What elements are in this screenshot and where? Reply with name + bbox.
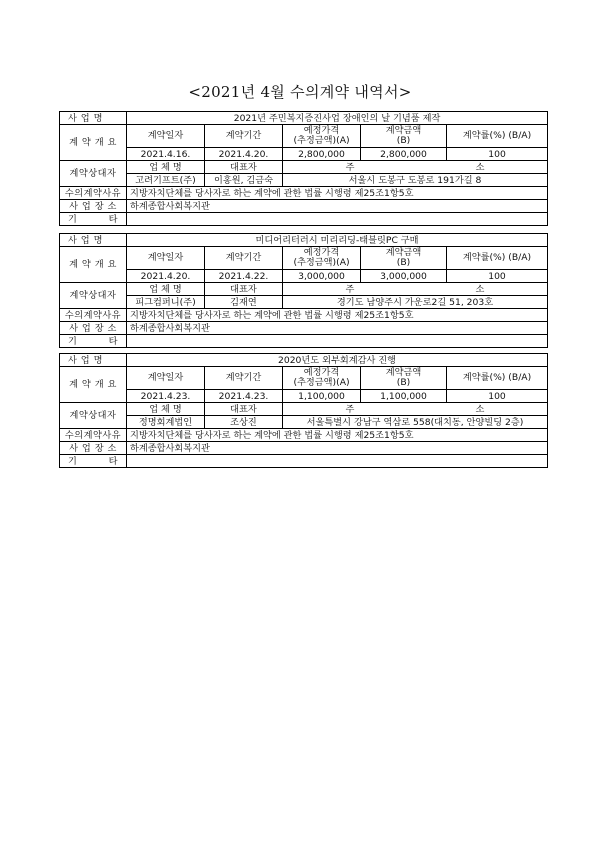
contract-period: 2021.4.22. — [205, 270, 283, 283]
company-name: 고려기프트(주) — [127, 174, 205, 187]
site-label: 사 업 장 소 — [60, 200, 127, 213]
contract-date: 2021.4.23. — [127, 390, 205, 403]
contract-rate: 100 — [447, 270, 548, 283]
col-rep-header: 대표자 — [205, 283, 283, 296]
address: 경기도 남양주시 가운로2길 51, 203호 — [283, 296, 548, 309]
site-text: 하계종합사회복지관 — [127, 442, 548, 455]
estimated-price: 1,100,000 — [283, 390, 361, 403]
contract-rate: 100 — [447, 148, 548, 161]
col-date-header: 계약일자 — [127, 247, 205, 270]
col-rate-header: 계약률(%) (B/A) — [447, 367, 548, 390]
col-amount-header: 계약금액 (B) — [361, 247, 447, 270]
contractor-label: 계약상대자 — [60, 283, 127, 309]
project-label: 사 업 명 — [60, 354, 127, 367]
representative: 이홍원, 김금숙 — [205, 174, 283, 187]
col-date-header: 계약일자 — [127, 125, 205, 148]
site-label: 사 업 장 소 — [60, 322, 127, 335]
col-date-header: 계약일자 — [127, 367, 205, 390]
col-rep-header: 대표자 — [205, 403, 283, 416]
etc-text — [127, 455, 548, 468]
etc-text — [127, 213, 548, 226]
contract-period: 2021.4.20. — [205, 148, 283, 161]
etc-label: 기 타 — [60, 335, 127, 348]
contract-table-3 — [59, 353, 548, 468]
col-rate-header: 계약률(%) (B/A) — [447, 125, 548, 148]
col-address-header: 주 소 — [283, 283, 548, 296]
col-company-header: 업 체 명 — [127, 161, 205, 174]
col-rep-header: 대표자 — [205, 161, 283, 174]
contract-date: 2021.4.20. — [127, 270, 205, 283]
contract-amount: 1,100,000 — [361, 390, 447, 403]
project-name: 미디어리터러시 미리리딩-태블릿PC 구매 — [127, 234, 548, 247]
col-address-header: 주 소 — [283, 161, 548, 174]
address: 서울특별시 강남구 역삼로 558(대치동, 안양빌딩 2층) — [283, 416, 548, 429]
col-address-header: 주 소 — [283, 403, 548, 416]
reason-text: 지방자치단체를 당사자로 하는 계약에 관한 법률 시행령 제25조1항5호 — [127, 187, 548, 200]
col-estimated-header: 예정가격 (추정금액)(A) — [283, 125, 361, 148]
contract-date: 2021.4.16. — [127, 148, 205, 161]
contract-rate: 100 — [447, 390, 548, 403]
contractor-label: 계약상대자 — [60, 403, 127, 429]
col-period-header: 계약기간 — [205, 125, 283, 148]
project-name: 2020년도 외부회계감사 진행 — [127, 354, 548, 367]
col-company-header: 업 체 명 — [127, 283, 205, 296]
etc-label: 기 타 — [60, 213, 127, 226]
estimated-price: 2,800,000 — [283, 148, 361, 161]
reason-text: 지방자치단체를 당사자로 하는 계약에 관한 법률 시행령 제25조1항5호 — [127, 309, 548, 322]
project-label: 사 업 명 — [60, 234, 127, 247]
contract-amount: 2,800,000 — [361, 148, 447, 161]
col-rate-header: 계약률(%) (B/A) — [447, 247, 548, 270]
contract-amount: 3,000,000 — [361, 270, 447, 283]
col-amount-header: 계약금액 (B) — [361, 367, 447, 390]
representative: 김재연 — [205, 296, 283, 309]
col-estimated-header: 예정가격 (추정금액)(A) — [283, 247, 361, 270]
company-name: 피그컴퍼니(주) — [127, 296, 205, 309]
contract-table-1 — [59, 111, 548, 226]
etc-label: 기 타 — [60, 455, 127, 468]
overview-label: 계 약 개 요 — [60, 125, 127, 161]
contract-period: 2021.4.23. — [205, 390, 283, 403]
col-period-header: 계약기간 — [205, 247, 283, 270]
col-amount-header: 계약금액 (B) — [361, 125, 447, 148]
reason-label: 수의계약사유 — [60, 429, 127, 442]
site-label: 사 업 장 소 — [60, 442, 127, 455]
company-name: 정명회계법인 — [127, 416, 205, 429]
contractor-label: 계약상대자 — [60, 161, 127, 187]
estimated-price: 3,000,000 — [283, 270, 361, 283]
representative: 조상진 — [205, 416, 283, 429]
col-company-header: 업 체 명 — [127, 403, 205, 416]
site-text: 하계종합사회복지관 — [127, 322, 548, 335]
reason-label: 수의계약사유 — [60, 187, 127, 200]
etc-text — [127, 335, 548, 348]
project-name: 2021년 주민복지증진사업 장애인의 날 기념품 제작 — [127, 112, 548, 125]
document-title: <2021년 4월 수의계약 내역서> — [188, 83, 412, 101]
col-estimated-header: 예정가격 (추정금액)(A) — [283, 367, 361, 390]
address: 서울시 도봉구 도봉로 191가길 8 — [283, 174, 548, 187]
contract-table-2 — [59, 233, 548, 348]
reason-text: 지방자치단체를 당사자로 하는 계약에 관한 법률 시행령 제25조1항5호 — [127, 429, 548, 442]
overview-label: 계 약 개 요 — [60, 247, 127, 283]
reason-label: 수의계약사유 — [60, 309, 127, 322]
overview-label: 계 약 개 요 — [60, 367, 127, 403]
col-period-header: 계약기간 — [205, 367, 283, 390]
project-label: 사 업 명 — [60, 112, 127, 125]
site-text: 하계종합사회복지관 — [127, 200, 548, 213]
